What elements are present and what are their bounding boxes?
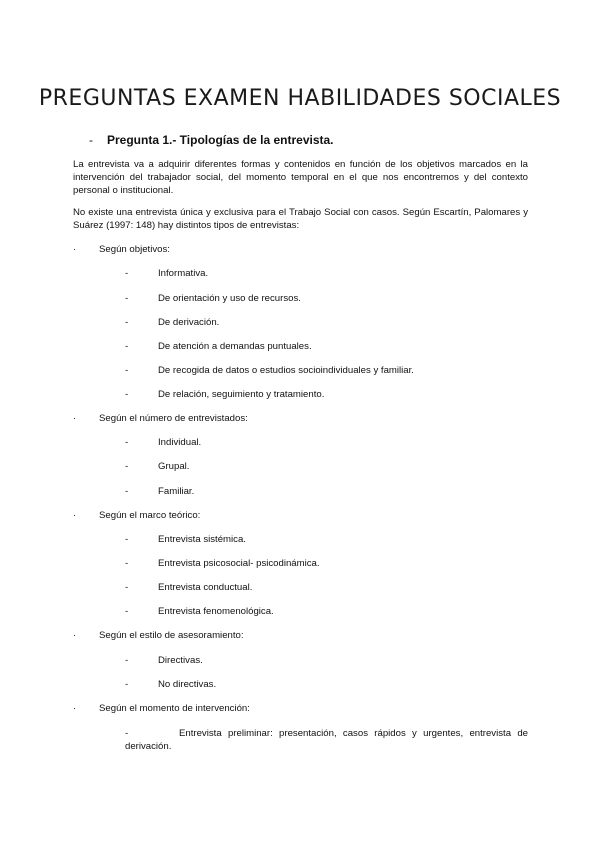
list-item-text: De orientación y uso de recursos. <box>158 293 301 304</box>
group-momento-intervencion <box>73 703 250 714</box>
list-item <box>125 679 216 690</box>
types-paragraph: No existe una entrevista única y exclusiva para el Trabajo Social con casos. Según Escartín, Palomares y Suárez (1997: 148) hay distintos tipos de entrevistas: <box>73 207 528 231</box>
bullet-marker: · <box>73 413 77 424</box>
dash-marker: - <box>125 486 129 497</box>
group-marco-teorico <box>73 510 200 521</box>
bullet-marker: · <box>73 630 77 641</box>
group-label: Según el momento de intervención: <box>99 703 250 714</box>
list-item <box>125 461 189 472</box>
list-item <box>125 341 312 352</box>
dash-marker: - <box>125 389 129 400</box>
list-item <box>125 389 324 400</box>
dash-marker: - <box>125 268 129 279</box>
list-item <box>125 655 203 666</box>
list-item-text: Grupal. <box>158 461 190 472</box>
list-item <box>125 268 208 279</box>
group-label: Según objetivos: <box>99 244 170 255</box>
list-item <box>125 293 301 304</box>
list-item <box>125 582 252 593</box>
dash-marker: - <box>125 341 129 352</box>
bullet-marker: · <box>73 703 77 714</box>
list-item <box>125 317 219 328</box>
group-objetivos <box>73 244 170 255</box>
dash-marker: - <box>125 534 129 545</box>
intro-paragraph: La entrevista va a adquirir diferentes formas y contenidos en función de los objetivos marcados en la intervención del trabajador social, del momento temporal en el que nos encontremos y del contexto personal o institucional. <box>73 159 528 196</box>
list-item-text: Individual. <box>158 437 202 448</box>
question-marker: - <box>89 133 93 147</box>
list-item-text: De relación, seguimiento y tratamiento. <box>158 389 325 400</box>
list-item <box>125 558 320 569</box>
list-item <box>125 437 201 448</box>
dash-marker: - <box>125 655 129 666</box>
dash-marker: - <box>125 606 129 617</box>
list-item-text: Familiar. <box>158 486 195 497</box>
group-label: Según el número de entrevistados: <box>99 413 248 424</box>
list-item-text: No directivas. <box>158 679 217 690</box>
list-item-text: De derivación. <box>158 317 220 328</box>
dash-marker: - <box>125 461 129 472</box>
list-item <box>125 606 274 617</box>
list-item <box>125 486 194 497</box>
dash-marker: - <box>125 728 129 739</box>
list-item-text: De atención a demandas puntuales. <box>158 341 312 352</box>
group-label: Según el marco teórico: <box>99 510 201 521</box>
list-item-text: Entrevista sistémica. <box>158 534 246 545</box>
list-item-text: Informativa. <box>158 268 209 279</box>
dash-marker: - <box>125 558 129 569</box>
list-item-text: Directivas. <box>158 655 203 666</box>
list-item-text: Entrevista fenomenológica. <box>158 606 274 617</box>
dash-marker: - <box>125 293 129 304</box>
list-item <box>125 365 414 376</box>
document-title: PREGUNTAS EXAMEN HABILIDADES SOCIALES <box>38 86 562 111</box>
bullet-marker: · <box>73 510 77 521</box>
bullet-marker: · <box>73 244 77 255</box>
dash-marker: - <box>125 582 129 593</box>
dash-marker: - <box>125 365 129 376</box>
question-heading <box>89 133 334 147</box>
group-estilo-asesoramiento <box>73 630 244 641</box>
dash-marker: - <box>125 679 129 690</box>
list-item <box>125 727 528 753</box>
list-item-text: Entrevista psicosocial- psicodinámica. <box>158 558 320 569</box>
list-item-text: Entrevista preliminar: presentación, casos rápidos y urgentes, entrevista de derivación. <box>125 728 528 752</box>
group-numero-entrevistados <box>73 413 248 424</box>
list-item-text: De recogida de datos o estudios socioindividuales y familiar. <box>158 365 414 376</box>
list-item-text: Entrevista conductual. <box>158 582 253 593</box>
question-label: Pregunta 1.- Tipologías de la entrevista. <box>107 133 334 147</box>
dash-marker: - <box>125 437 129 448</box>
group-label: Según el estilo de asesoramiento: <box>99 630 244 641</box>
dash-marker: - <box>125 317 129 328</box>
list-item <box>125 534 246 545</box>
